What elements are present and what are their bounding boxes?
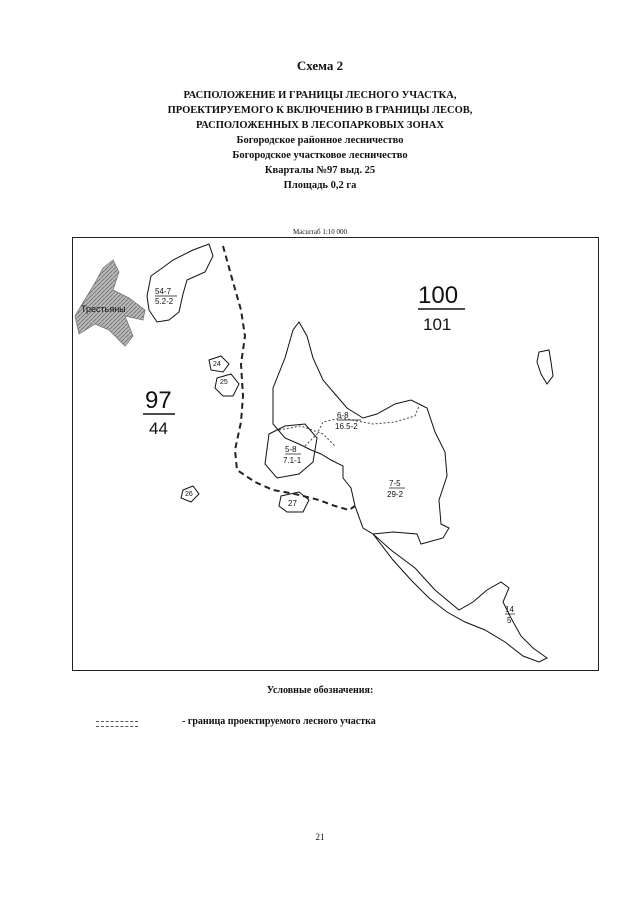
plot-label: 6-8 xyxy=(337,411,349,420)
quarter-number: 100 xyxy=(418,282,459,309)
plot-label: 14 xyxy=(505,605,514,614)
legend-label: - граница проектируемого лесного участка xyxy=(182,716,376,727)
plot-label: 5.2-2 xyxy=(155,297,174,306)
island-plot xyxy=(537,350,553,384)
plot-label: 5 xyxy=(507,616,512,625)
quarter-number: 44 xyxy=(149,419,168,438)
settlement-area xyxy=(75,260,145,346)
forestry-district: Богородское районное лесничество xyxy=(236,135,404,146)
forest-plot-main xyxy=(273,322,449,544)
plot-label: 16.5-2 xyxy=(335,422,358,431)
forest-plot-tail xyxy=(373,534,547,662)
settlement-label: Трестьяны xyxy=(81,304,126,314)
scale-text: Масштаб 1:10 000 xyxy=(292,228,348,236)
plot-label: 54-7 xyxy=(155,287,172,296)
forestry-subdistrict: Богородское участковое лесничество xyxy=(232,150,408,161)
quarter-info: Кварталы №97 выд. 25 xyxy=(264,165,376,176)
title-line: РАСПОЛОЖЕНИЕ И ГРАНИЦЫ ЛЕСНОГО УЧАСТКА, xyxy=(183,90,457,101)
plot-number: 26 xyxy=(185,491,193,498)
area-info: Площадь 0,2 га xyxy=(283,180,357,191)
project-boundary xyxy=(223,246,355,510)
page-number: 21 xyxy=(315,832,325,842)
plot-number: 24 xyxy=(213,361,221,368)
title-block xyxy=(0,88,640,193)
plot-label: 7.1-1 xyxy=(283,456,302,465)
plot-number: 25 xyxy=(220,379,228,386)
quarter-number: 101 xyxy=(423,315,452,334)
legend-title: Условные обозначения: xyxy=(266,685,374,696)
plot-label: 5-8 xyxy=(285,445,297,454)
title-line: РАСПОЛОЖЕННЫХ В ЛЕСОПАРКОВЫХ ЗОНАХ xyxy=(196,120,444,131)
plot-outline xyxy=(147,244,213,322)
plot-label: 7-5 xyxy=(389,479,401,488)
plot-label: 29-2 xyxy=(387,490,404,499)
plot-number: 27 xyxy=(288,499,297,508)
boundary-swatch xyxy=(96,721,138,727)
title-line: ПРОЕКТИРУЕМОГО К ВКЛЮЧЕНИЮ В ГРАНИЦЫ ЛЕСОВ, xyxy=(167,105,473,116)
map-canvas xyxy=(73,238,598,670)
quarter-number: 97 xyxy=(145,387,172,414)
scheme-title: Схема 2 xyxy=(296,58,344,73)
map-frame[interactable] xyxy=(72,237,599,671)
